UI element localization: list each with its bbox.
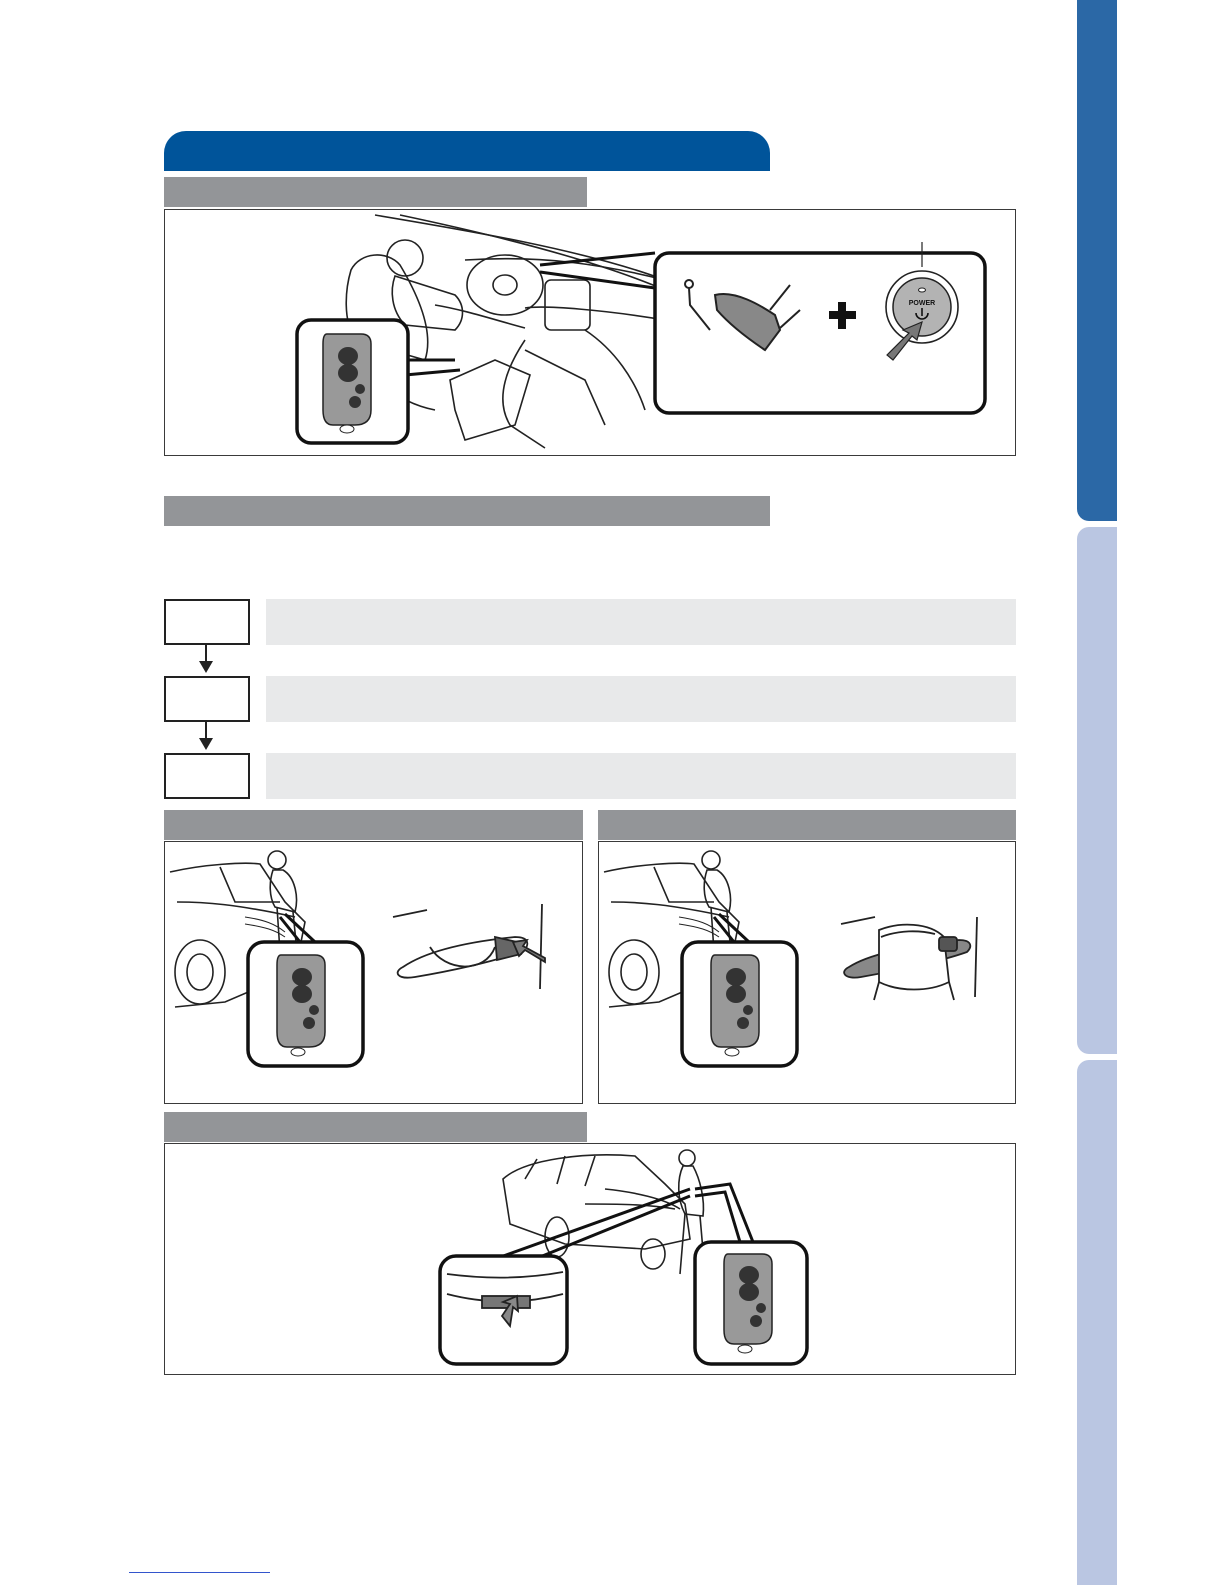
side-tab-3[interactable] bbox=[1077, 1060, 1117, 1585]
power-button-label: POWER bbox=[908, 300, 936, 307]
unlock-illustration-panel bbox=[164, 841, 583, 1104]
smart-key-fob-icon-2 bbox=[277, 955, 325, 1056]
door-handle-icon-lock bbox=[841, 917, 977, 1000]
step-band-1 bbox=[266, 599, 1016, 645]
subsection-bar-lock bbox=[598, 810, 1016, 840]
step-box-1 bbox=[164, 599, 250, 645]
step-arrow-line-2 bbox=[205, 722, 207, 739]
step-arrow-2 bbox=[199, 738, 213, 750]
entry-intro bbox=[164, 545, 1016, 575]
start-illustration-panel bbox=[164, 209, 1016, 456]
subsection-bar-entry bbox=[164, 496, 770, 526]
trunk-illustration bbox=[165, 1144, 1016, 1375]
step-box-3 bbox=[164, 753, 250, 799]
lock-illustration-panel bbox=[598, 841, 1016, 1104]
section-header bbox=[164, 131, 770, 171]
side-tab-1[interactable] bbox=[1077, 0, 1117, 521]
lock-illustration bbox=[599, 842, 1016, 1104]
side-tab-2[interactable] bbox=[1077, 527, 1117, 1054]
cabin-illustration bbox=[165, 210, 1016, 456]
subsection-bar-trunk bbox=[164, 1112, 587, 1142]
smart-key-fob-icon-1 bbox=[323, 334, 371, 433]
door-handle-icon-unlock bbox=[393, 904, 545, 989]
step-band-2 bbox=[266, 676, 1016, 722]
subsection-bar-start bbox=[164, 177, 587, 207]
unlock-illustration bbox=[165, 842, 583, 1104]
smart-key-fob-icon-4 bbox=[724, 1254, 772, 1353]
trunk-illustration-panel bbox=[164, 1143, 1016, 1375]
footer-link-underline bbox=[129, 1572, 270, 1573]
step-arrow-1 bbox=[199, 661, 213, 673]
smart-key-fob-icon-3 bbox=[711, 955, 759, 1056]
step-arrow-line-1 bbox=[205, 645, 207, 662]
step-box-2 bbox=[164, 676, 250, 722]
step-band-3 bbox=[266, 753, 1016, 799]
subsection-bar-unlock bbox=[164, 810, 583, 840]
